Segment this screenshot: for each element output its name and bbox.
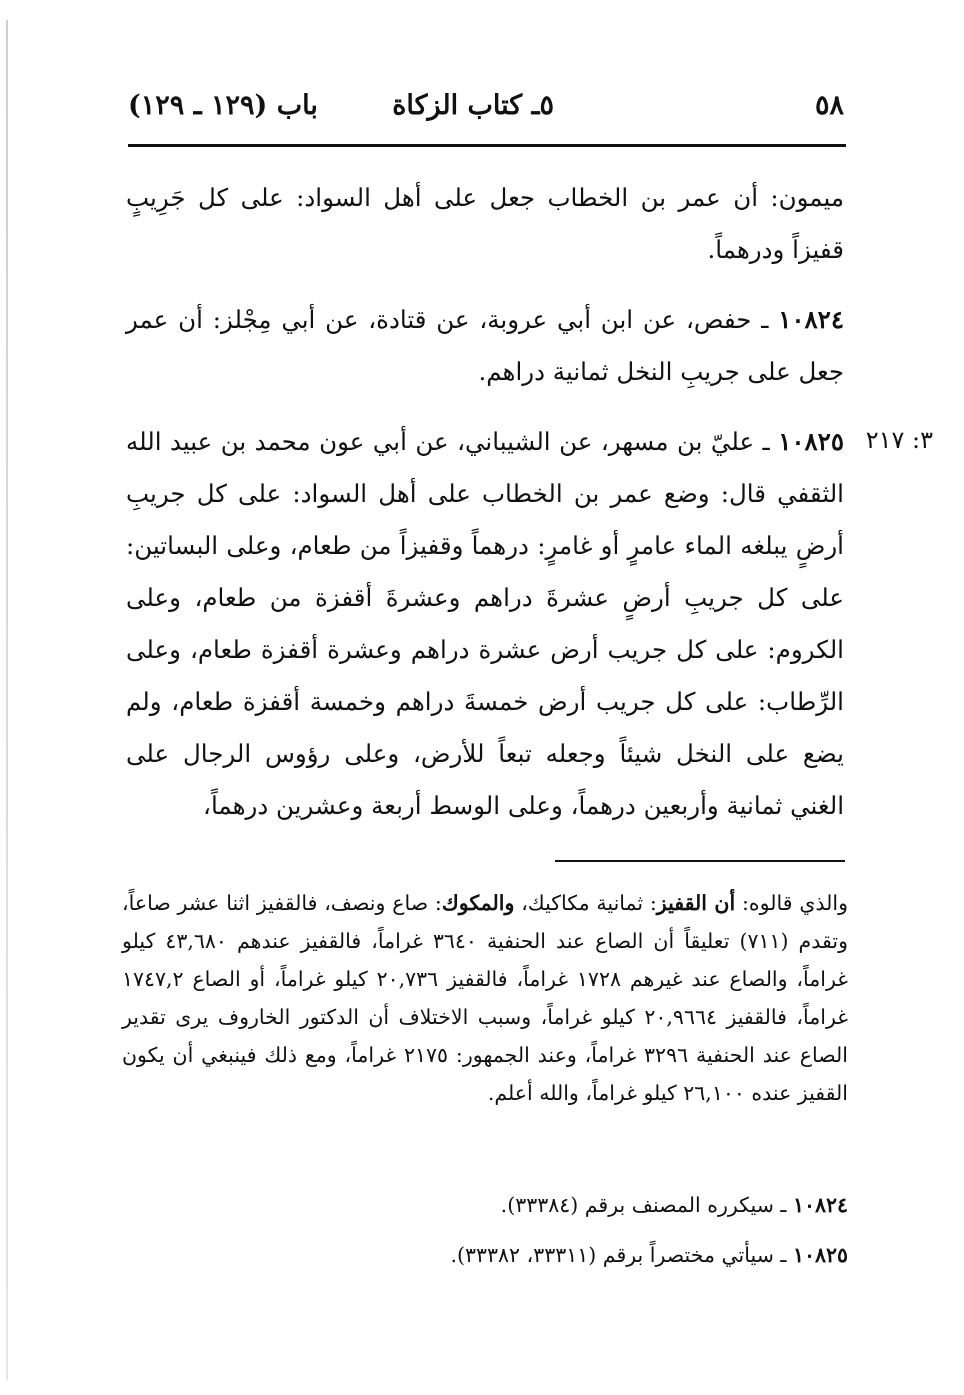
footnote-number: ١٠٨٢٤ <box>792 1193 848 1217</box>
footnote-text: ـ سيكرره المصنف برقم (٣٣٣٨٤). <box>500 1193 787 1217</box>
footnote-ref-10825 <box>122 1236 848 1274</box>
chapter-label: باب (١٢٩ ـ ١٢٩) <box>128 90 318 121</box>
footnote-term-qafiz: أن القفيز <box>656 891 736 915</box>
header-divider <box>128 144 846 147</box>
hadith-text: ـ حفص، عن ابن أبي عروبة، عن قتادة، عن أبي مِجْلز: أن عمر جعل على جريبِ النخل ثمانية دراهم. <box>126 305 844 386</box>
footnote-mid: : ثمانية مكاكيك، <box>521 891 657 915</box>
hadith-text: ـ عليّ بن مسهر، عن الشيباني، عن أبي عون محمد بن عبيد الله الثقفي قال: وضع عمر بن الخطاب على أهل السواد: على كل جريبِ أرضٍ يبلغه الماء عامرٍ أو غامرٍ: درهماً وقفيزاً من طعام، وعلى البساتين: على كل جريبِ أرضٍ عشرةَ دراهم وعشرةَ أقفزة من طعام، وعلى الكروم: على كل جريب أرض عشرة دراهم وعشرة أقفزة طعام، وعلى الرِّطاب: على كل جريب أرض خمسةَ دراهم وخمسة أقفزة طعام، ولم يضع على النخل شيئاً وجعله تبعاً للأرض، وعلى رؤوس الرجال على الغني ثمانية وأربعين درهماً، وعلى الوسط أربعة وعشرين درهماً، <box>126 427 844 820</box>
margin-reference: ٣: ٢١٧ <box>865 426 933 454</box>
paragraph-text: ميمون: أن عمر بن الخطاب جعل على أهل السواد: على كل جَرِيبٍ قفيزاً ودرهماً. <box>126 183 844 264</box>
footnote-explanation <box>122 884 848 1112</box>
footnote-term-makkuk: والمكوك <box>441 891 515 915</box>
footnote-prefix: والذي قالوه: <box>742 891 848 915</box>
book-title: ٥ـ كتاب الزكاة <box>392 90 554 121</box>
hadith-10824 <box>126 294 844 398</box>
footnote-number: ١٠٨٢٥ <box>792 1243 848 1267</box>
hadith-number: ١٠٨٢٤ <box>778 305 844 334</box>
running-header <box>128 86 844 134</box>
paragraph-continuation <box>126 172 844 276</box>
footnote-text: ـ سيأتي مختصراً برقم (٣٣٣١١، ٣٣٣٨٢). <box>450 1243 787 1267</box>
page-edge-shadow <box>6 20 8 1380</box>
page-number: ٥٨ <box>814 90 844 121</box>
footnote-rest: : صاع ونصف، فالقفيز اثنا عشر صاعاً، وتقدم (٧١١) تعليقاً أن الصاع عند الحنفية ٣٦٤٠ غراماً، فالقفيز عندهم ٤٣,٦٨٠ كيلو غراماً، والصاع عند غيرهم ١٧٢٨ غراماً، فالقفيز ٢٠,٧٣٦ كيلو غراماً، أو الصاع ١٧٤٧,٢ غراماً، فالقفيز ٢٠,٩٦٦٤ كيلو غراماً، وسبب الاختلاف أن الدكتور الخاروف يرى تقدير الصاع عند الحنفية ٣٢٩٦ غراماً، وعند الجمهور: ٢١٧٥ غراماً، ومع ذلك فينبغي أن يكون القفيز عنده ٢٦,١٠٠ كيلو غراماً، والله أعلم. <box>122 891 848 1105</box>
hadith-10825 <box>126 416 844 832</box>
footnote-ref-10824 <box>122 1186 848 1224</box>
footnote-divider <box>555 860 845 862</box>
hadith-number: ١٠٨٢٥ <box>778 427 844 456</box>
